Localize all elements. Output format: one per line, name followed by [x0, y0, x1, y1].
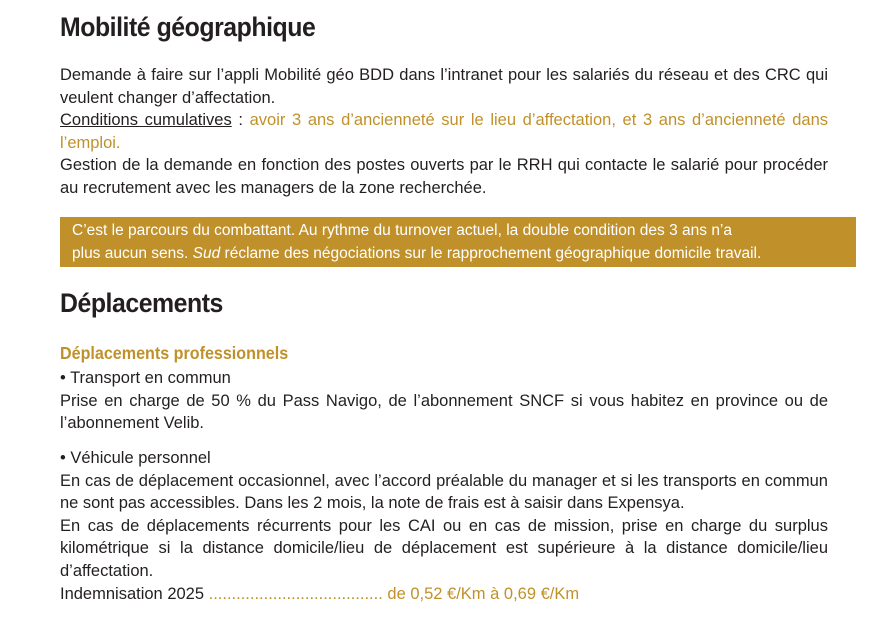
mobilite-paragraph-1: Demande à faire sur l’appli Mobilité géo BDD dans l’intranet pour les salariés du réseau et des CRC qui veulent changer d’affectation.	[60, 66, 828, 107]
vehicule-personnel-block	[60, 447, 828, 605]
conditions-text: avoir 3 ans d’ancienneté sur le lieu d’affectation, et 3 ans d’ancienneté dans l’emploi.	[60, 111, 829, 152]
indemnisation-label: Indemnisation 2025	[60, 584, 209, 603]
bullet-transport-commun: • Transport en commun	[60, 369, 231, 387]
bullet-vehicule-personnel: • Véhicule personnel	[60, 449, 211, 467]
banner-text	[72, 220, 852, 265]
mobilite-body	[60, 64, 828, 200]
indemnisation-value: de 0,52 €/Km à 0,69 €/Km	[382, 584, 580, 603]
banner-line-2-italic: Sud	[192, 244, 221, 262]
highlight-banner	[60, 217, 856, 267]
indemnisation-dots: ......................................	[208, 584, 383, 603]
subsection-title: Déplacements professionnels	[60, 343, 289, 363]
transport-commun-text: Prise en charge de 50 % du Pass Navigo, de l’abonnement SNCF si vous habitez en province ou de l’abonnement Velib.	[60, 391, 828, 433]
banner-line-2-pre: plus aucun sens.	[72, 244, 193, 262]
mobilite-paragraph-2: Gestion de la demande en fonction des postes ouverts par le RRH qui contacte le salarié pour procéder au recrutement avec les managers de la zone recherchée.	[60, 156, 828, 197]
vehicule-text-1: En cas de déplacement occasionnel, avec l’accord préalable du manager et si les transports en commun ne sont pas accessibles. Dans les 2 mois, la note de frais est à saisir dans Expensya.	[60, 471, 828, 513]
indemnisation-line	[60, 583, 828, 606]
section-title-deplacements: Déplacements	[60, 288, 223, 318]
conditions-separator: :	[231, 111, 250, 130]
banner-line-2	[72, 243, 852, 266]
vehicule-text-2: En cas de déplacements récurrents pour les CAI ou en cas de mission, prise en charge du surplus kilométrique si la distance domicile/lieu de déplacement est supérieure à la distance domicile/lieu d’affectation.	[60, 516, 828, 580]
section-title-mobilite: Mobilité géographique	[60, 12, 316, 42]
banner-line-1: C’est le parcours du combattant. Au rythme du turnover actuel, la double condition des 3 ans n’a	[72, 222, 732, 239]
conditions-label: Conditions cumulatives	[60, 111, 232, 130]
transport-commun-block	[60, 367, 828, 435]
banner-line-2-post: réclame des négociations sur le rapprochement géographique domicile travail.	[220, 244, 762, 262]
